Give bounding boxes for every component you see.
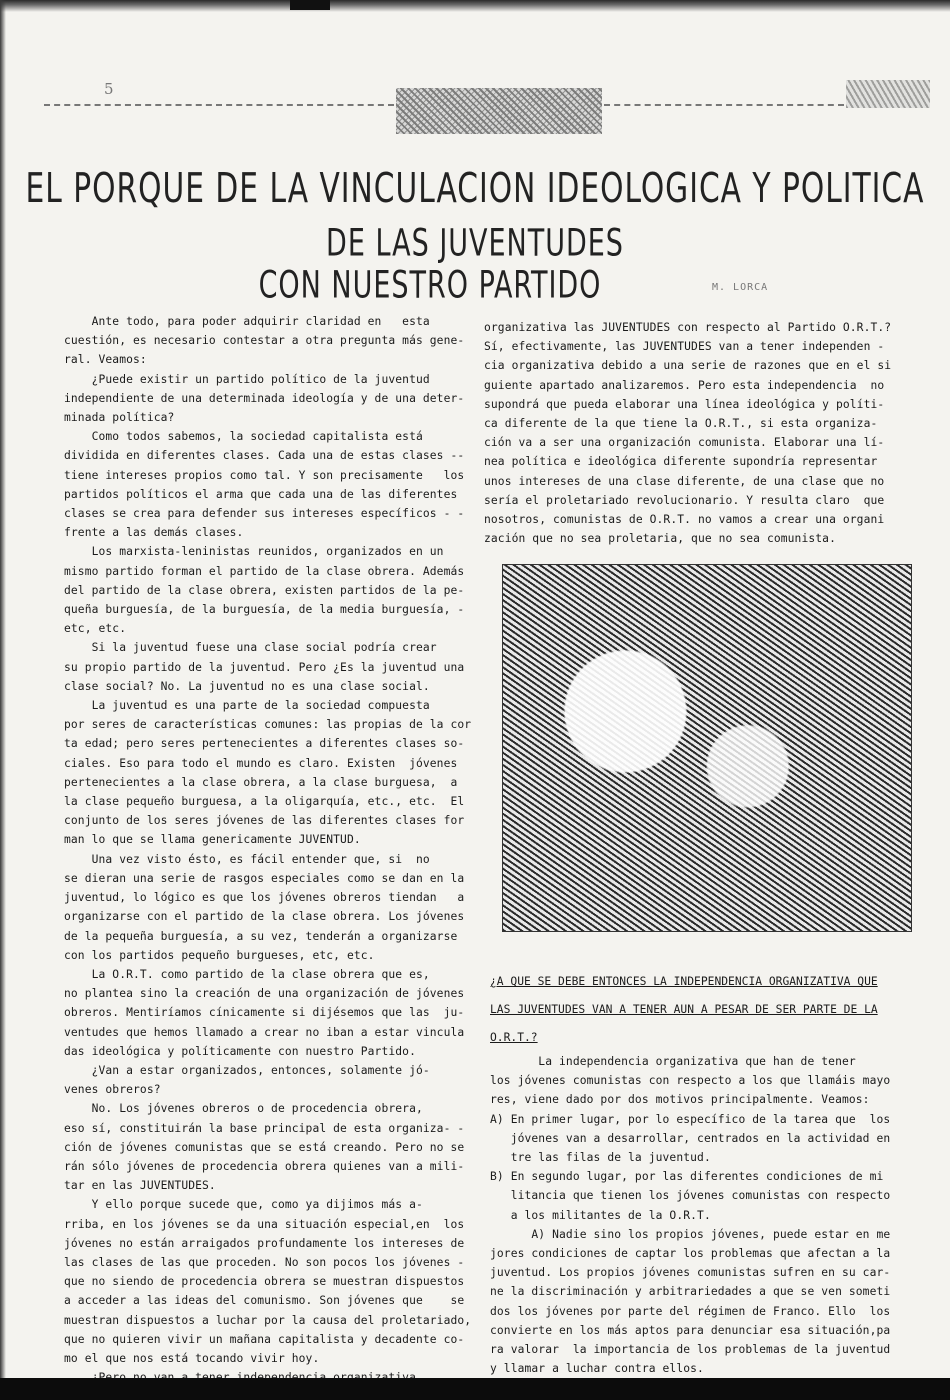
- text-line: sería el proletariado revolucionario. Y resulta claro que: [484, 493, 885, 507]
- text-line: ne la discriminación y arbitrariedades a que se ven someti: [490, 1285, 891, 1299]
- text-line: nosotros, comunistas de O.R.T. no vamos a crear una organi: [484, 513, 885, 527]
- text-line: La juventud es una parte de la sociedad compuesta: [64, 699, 430, 713]
- text-line: convierte en los más aptos para denunciar esa situación,pa: [490, 1323, 891, 1337]
- text-line: venes obreros?: [64, 1083, 161, 1097]
- text-line: B) En segundo lugar, por las diferentes condiciones de mi: [490, 1170, 884, 1184]
- text-line: dos los jóvenes por parte del régimen de Franco. Ello los: [490, 1304, 891, 1318]
- text-line: Y ello porque sucede que, como ya dijimos más a-: [64, 1198, 423, 1212]
- text-line: con los partidos pequeño burgueses, etc, etc.: [64, 948, 375, 962]
- header-rule-left: [44, 104, 394, 106]
- text-line: man lo que se llama genericamente JUVENTUD.: [64, 833, 361, 847]
- heading-line: ¿A QUE SE DEBE ENTONCES LA INDEPENDENCIA ORGANIZATIVA QUE: [490, 975, 878, 988]
- title-line-3: CON NUESTRO PARTIDO: [258, 263, 602, 308]
- text-line: La independencia organizativa que han de tener: [490, 1055, 856, 1068]
- text-line: ra valorar la importancia de los problemas de la juventud: [490, 1343, 891, 1357]
- text-line: clases se crea para defender sus intereses específicos - -: [64, 507, 465, 521]
- text-line: mo el que nos está tocando vivir hoy.: [64, 1351, 320, 1365]
- text-line: Como todos sabemos, la sociedad capitalista está: [64, 430, 423, 444]
- text-line: los jóvenes comunistas con respecto a los que llamáis mayo: [490, 1074, 891, 1088]
- text-line: organizarse con el partido de la clase obrera. Los jóvenes: [64, 910, 465, 924]
- text-line: las clases de las que proceden. No son pocos los jóvenes -: [64, 1255, 465, 1269]
- text-line: partidos políticos el arma que cada una de las diferentes: [64, 487, 458, 501]
- text-line: muestran dispuestos a luchar por la causa del proletariado,: [64, 1313, 472, 1327]
- text-line: ¿Puede existir un partido político de la juventud: [64, 372, 430, 386]
- title-line-1: EL PORQUE DE LA VINCULACION IDEOLOGICA Y POLITICA: [25, 163, 925, 212]
- masthead-emblem: [396, 88, 602, 134]
- text-line: cuestión, es necesario contestar a otra pregunta más gene-: [64, 334, 465, 348]
- text-line: nea política e ideológica diferente supondría representar: [484, 455, 878, 469]
- text-line: juventud, lo lógico es que los jóvenes obreros tiendan a: [64, 891, 465, 905]
- text-line: organizativa las JUVENTUDES con respecto al Partido O.R.T.?: [484, 321, 892, 334]
- text-line: eso sí, constituirán la base principal de esta organiza- -: [64, 1121, 465, 1135]
- text-line: que no quieren vivir un mañana capitalista y decadente co-: [64, 1332, 465, 1346]
- text-line: das ideológica y políticamente con nuestro Partido.: [64, 1044, 416, 1058]
- text-line: Si la juventud fuese una clase social podría crear: [64, 641, 437, 655]
- text-line: A) Nadie sino los propios jóvenes, puede estar en me: [490, 1227, 891, 1241]
- text-line: frente a las demás clases.: [64, 526, 244, 540]
- text-line: unos intereses de una clase diferente, de una clase que no: [484, 474, 885, 488]
- text-line: mismo partido forman el partido de la clase obrera. Además: [64, 564, 465, 578]
- text-line: obreros. Mentiríamos cínicamente si dijésemos que las ju-: [64, 1006, 465, 1020]
- text-line: supondrá que pueda elaborar una línea ideológica y políti-: [484, 397, 885, 411]
- text-line: cia organizativa debido a una serie de razones que en el si: [484, 359, 892, 373]
- text-line: independiente de una determinada ideología y de una deter-: [64, 391, 465, 405]
- text-line: dividida en diferentes clases. Cada una de estas clases --: [64, 449, 465, 463]
- text-line: de la pequeña burguesía, a su vez, tenderán a organizarse: [64, 929, 458, 943]
- text-line: jores condiciones de captar los problemas que afectan a la: [490, 1247, 891, 1261]
- scan-edge-top: [0, 0, 950, 12]
- text-line: ción de jóvenes comunistas que se está creando. Pero no se: [64, 1140, 465, 1154]
- text-line: rán sólo jóvenes de procedencia obrera quienes van a mili-: [64, 1159, 465, 1173]
- text-line: queña burguesía, de la burguesía, de la media burguesía, -: [64, 603, 465, 617]
- text-line: ción va a ser una organización comunista. Elaborar una lí-: [484, 436, 885, 450]
- title-line-2: DE LAS JUVENTUDES: [326, 221, 624, 266]
- text-line: tre las filas de la juventud.: [490, 1151, 711, 1165]
- text-line: conjunto de los seres jóvenes de las diferentes clases for: [64, 814, 465, 828]
- page-number: 5: [104, 80, 114, 98]
- text-line: tiene intereses propios como tal. Y son precisamente los: [64, 468, 465, 482]
- text-line: ¿Van a estar organizados, entonces, solamente jó-: [64, 1063, 430, 1077]
- text-line: no plantea sino la creación de una organización de jóvenes: [64, 987, 465, 1001]
- text-line: Ante todo, para poder adquirir claridad en esta: [64, 315, 430, 328]
- text-line: etc, etc.: [64, 622, 127, 636]
- heading-line: LAS JUVENTUDES VAN A TENER AUN A PESAR DE SER PARTE DE LA: [490, 1003, 878, 1016]
- text-line: se dieran una serie de rasgos especiales como se dan en la: [64, 871, 465, 885]
- author-byline: M. LORCA: [712, 282, 769, 293]
- text-line: su propio partido de la juventud. Pero ¿Es la juventud una: [64, 660, 465, 674]
- text-line: ciales. Eso para todo el mundo es claro. Existen jóvenes: [64, 756, 458, 770]
- text-line: res, viene dado por dos motivos principalmente. Veamos:: [490, 1093, 870, 1107]
- text-line: minada política?: [64, 411, 175, 425]
- text-line: la clase pequeño burguesa, a la oligarquía, etc., etc. El: [64, 795, 465, 809]
- section-heading: [490, 968, 920, 1052]
- right-column-bottom: [490, 1052, 920, 1378]
- text-line: zación que no sea proletaria, que no sea comunista.: [484, 532, 836, 546]
- text-line: por seres de características comunes: las propias de la cor: [64, 718, 472, 732]
- text-line: Sí, efectivamente, las JUVENTUDES van a tener independen -: [484, 340, 885, 354]
- header-rule-right: [604, 104, 844, 106]
- illustration-photo: [502, 564, 912, 932]
- text-line: juventud. Los propios jóvenes comunistas sufren en su car-: [490, 1266, 891, 1280]
- text-line: La O.R.T. como partido de la clase obrera que es,: [64, 967, 430, 981]
- text-line: litancia que tienen los jóvenes comunistas con respecto: [490, 1189, 891, 1203]
- text-line: ral. Veamos:: [64, 353, 147, 367]
- right-column-top: [484, 318, 924, 548]
- heading-line: O.R.T.?: [490, 1031, 538, 1044]
- text-line: guiente apartado analizaremos. Pero esta independencia no: [484, 378, 885, 392]
- text-line: jóvenes van a desarrollar, centrados en la actividad en: [490, 1131, 891, 1145]
- ink-blot: [290, 0, 330, 10]
- text-line: jóvenes no están arraigados profundamente los intereses de: [64, 1236, 465, 1250]
- text-line: ta edad; pero seres pertenecientes a diferentes clases so-: [64, 737, 465, 751]
- text-line: que no siendo de procedencia obrera se muestran dispuestos: [64, 1275, 465, 1289]
- text-line: ventudes que hemos llamado a crear no iban a estar vincula: [64, 1025, 465, 1039]
- text-line: rriba, en los jóvenes se da una situación especial,en los: [64, 1217, 465, 1231]
- text-line: ca diferente de la que tiene la O.R.T., si esta organiza-: [484, 417, 878, 431]
- left-column: [64, 312, 474, 1387]
- scan-edge-bottom: [0, 1378, 950, 1400]
- text-line: pertenecientes a la clase obrera, a la clase burguesa, a: [64, 775, 458, 789]
- text-line: a acceder a las ideas del comunismo. Son jóvenes que se: [64, 1294, 465, 1308]
- text-line: Los marxista-leninistas reunidos, organizados en un: [64, 545, 444, 559]
- text-line: clase social? No. La juventud no es una clase social.: [64, 679, 430, 693]
- text-line: Una vez visto ésto, es fácil entender que, si no: [64, 852, 430, 866]
- text-line: tar en las JUVENTUDES.: [64, 1179, 216, 1193]
- text-line: a los militantes de la O.R.T.: [490, 1208, 711, 1222]
- text-line: A) En primer lugar, por lo específico de la tarea que los: [490, 1112, 891, 1126]
- masthead-corner-mark: [846, 80, 930, 108]
- text-line: del partido de la clase obrera, existen partidos de la pe-: [64, 583, 465, 597]
- text-line: y llamar a luchar contra ellos.: [490, 1362, 704, 1376]
- text-line: No. Los jóvenes obreros o de procedencia obrera,: [64, 1102, 423, 1116]
